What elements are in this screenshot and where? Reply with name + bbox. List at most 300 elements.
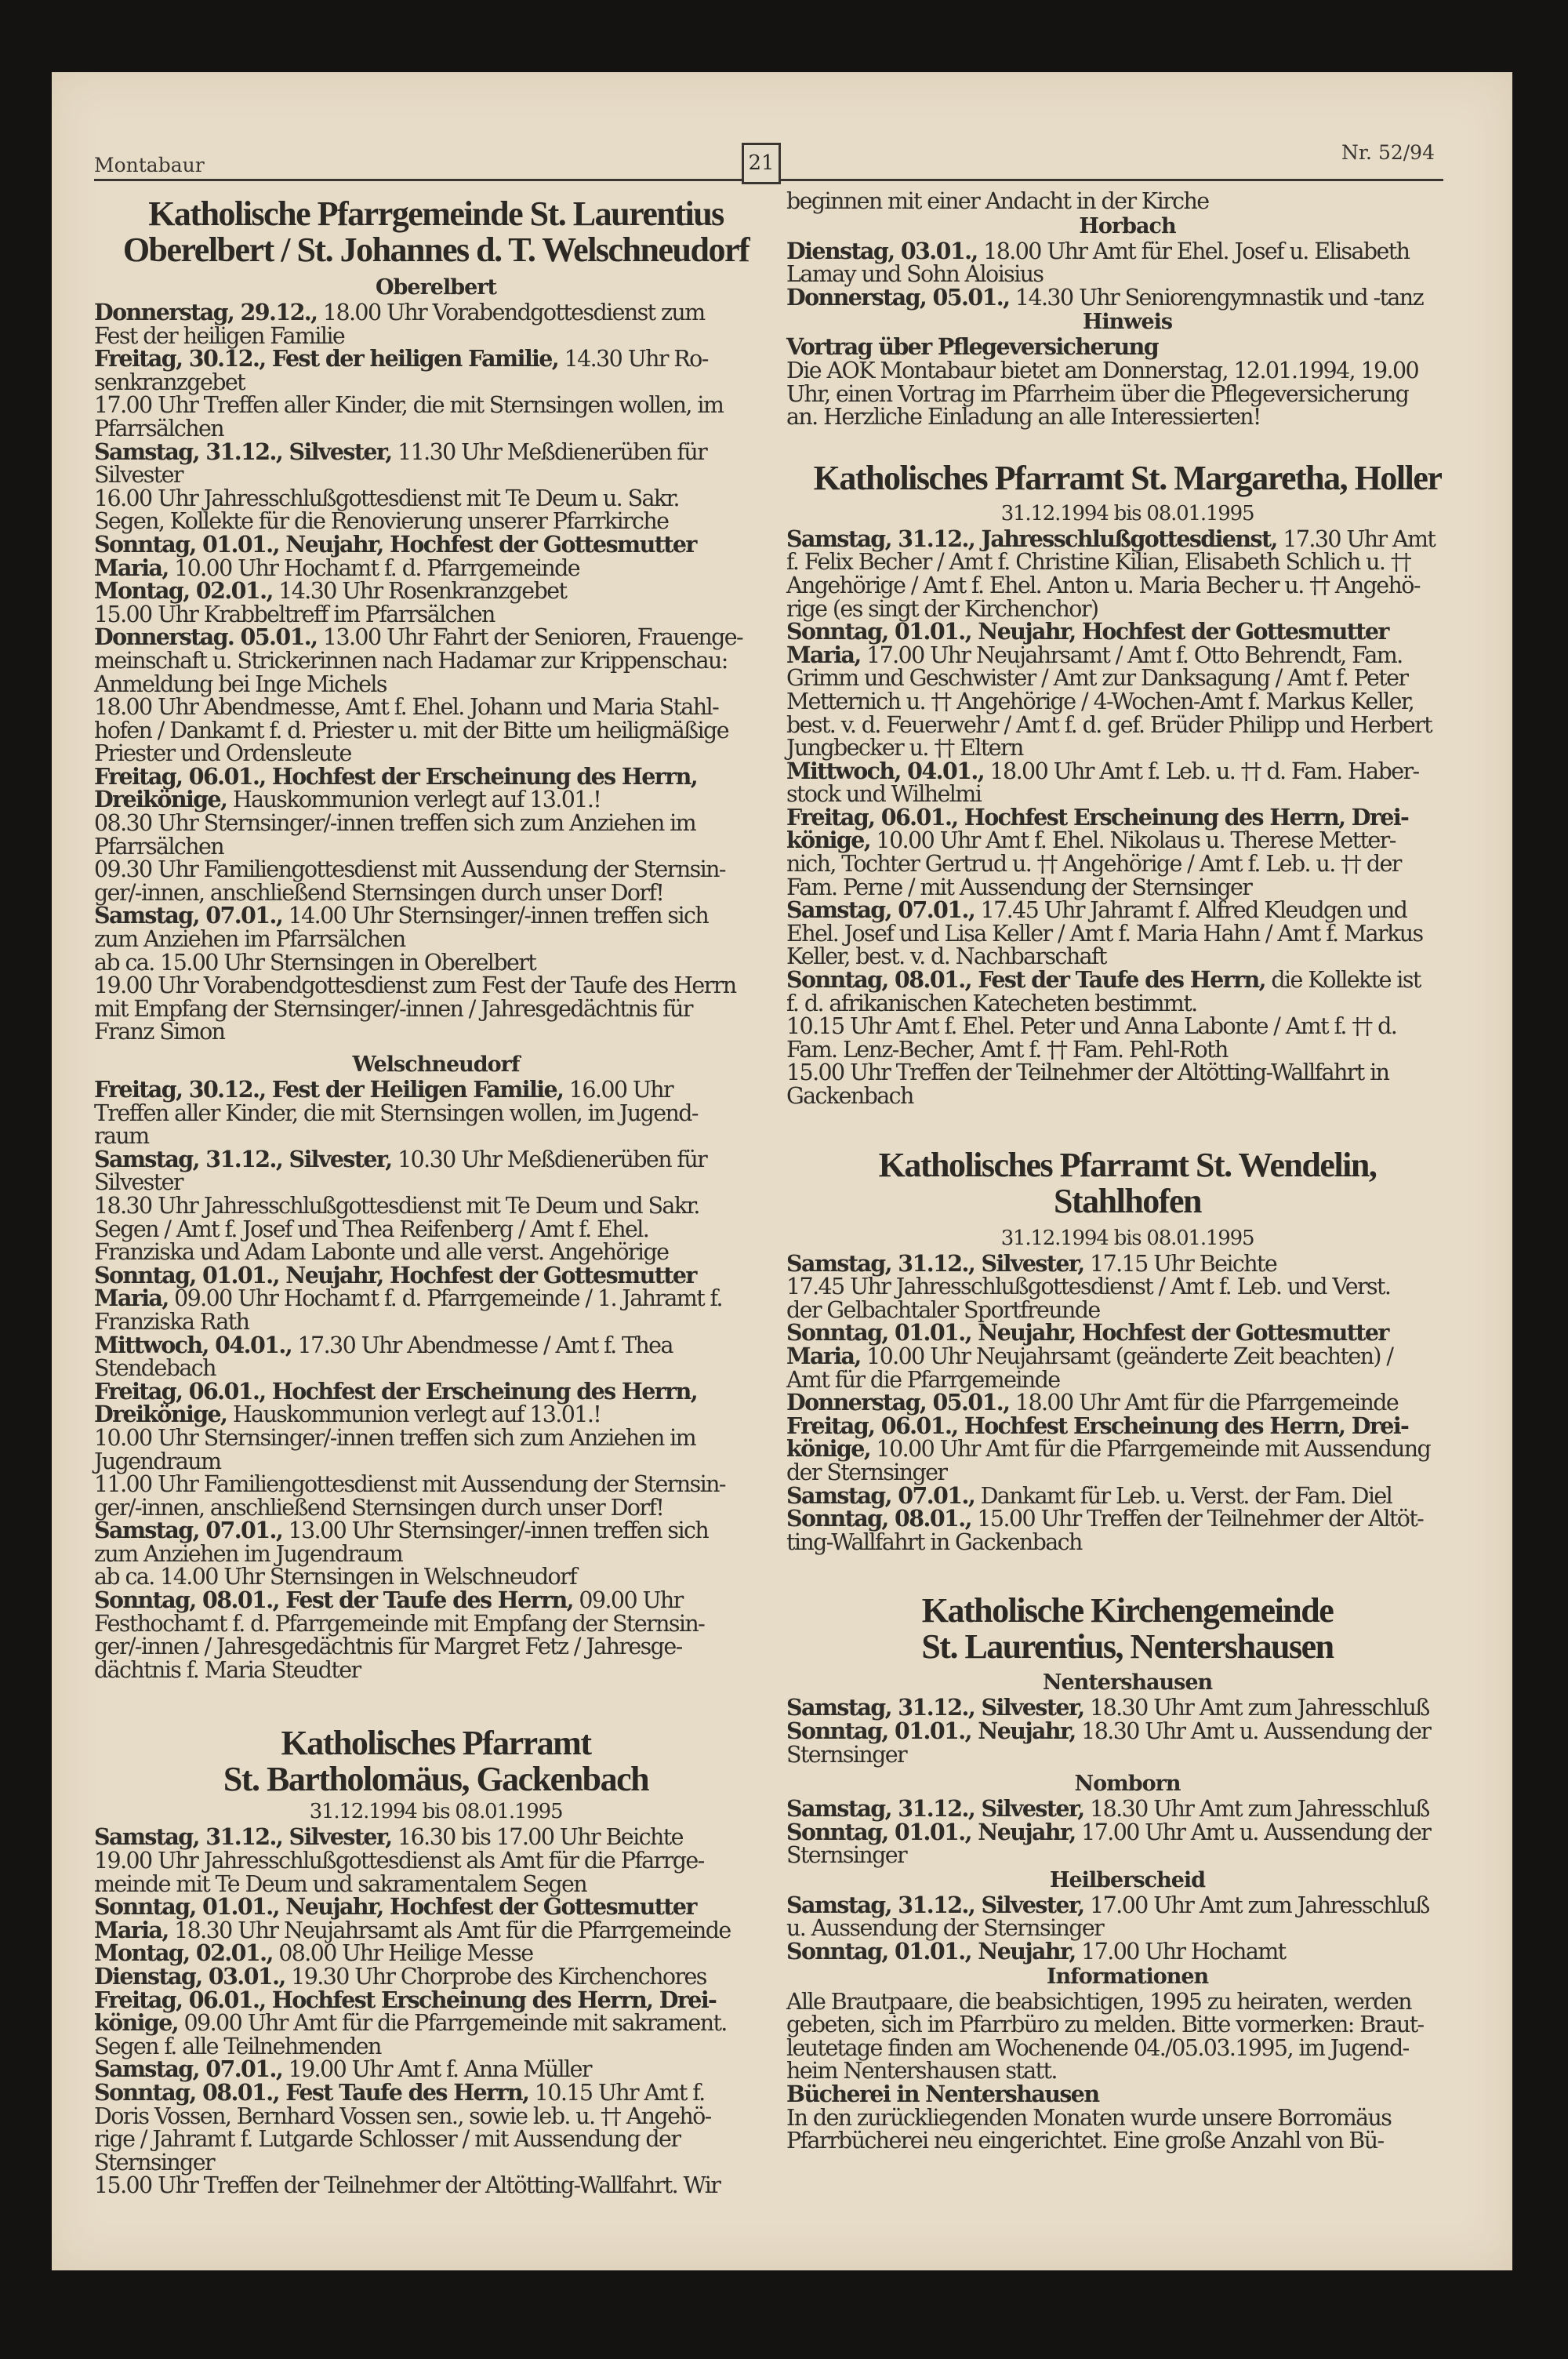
entry-date-bold: Sonntag, 01.01., Neujahr, Hochfest der Gottesmutter xyxy=(94,1893,696,1921)
entry-date-bold: Dreikönige, xyxy=(94,1401,227,1428)
entry-text: 17.00 Uhr Hochamt xyxy=(1075,1939,1286,1965)
text-line xyxy=(786,641,1468,668)
entry-text: die Kollekte ist xyxy=(1265,967,1421,994)
text-line xyxy=(94,2151,778,2175)
text-line xyxy=(786,757,1468,784)
entry-date-bold: Sonntag, 08.01., xyxy=(786,1505,971,1532)
entry-text: beginnen mit einer Andacht in der Kirche xyxy=(786,188,1209,214)
text-line xyxy=(786,1321,1468,1345)
text-line xyxy=(786,1015,1468,1038)
entry-date-bold: Samstag, 31.12., Jahresschlußgottesdienst, xyxy=(786,525,1277,552)
text-line xyxy=(94,417,778,441)
text-line xyxy=(94,649,778,673)
entry-text: Uhr, einen Vortrag im Pfarrheim über die Pflegeversicherung xyxy=(786,380,1409,407)
text-line xyxy=(786,190,1468,213)
entry-date-bold: Donnerstag, 29.12., xyxy=(94,299,318,325)
entry-text: 17.45 Uhr Jahramt f. Alfred Kleudgen und xyxy=(975,897,1407,924)
entry-text: Dankamt für Leb. u. Verst. der Fam. Diel xyxy=(975,1482,1392,1509)
entry-text: Priester und Ordensleute xyxy=(94,740,351,767)
entry-text: 09.30 Uhr Familiengottesdienst mit Aussendung der Sternsin- xyxy=(94,856,725,883)
entry-text: best. v. d. Feuerwehr / Amt f. d. gef. Brüder Philipp und Herbert xyxy=(786,711,1432,738)
text-line xyxy=(786,1528,1468,1555)
entry-text: ting-Wallfahrt in Gackenbach xyxy=(786,1528,1082,1555)
entry-text: Alle Brautpaare, die beabsichtigen, 1995 zu heiraten, werden xyxy=(786,1988,1411,2015)
entry-date-bold: Samstag, 31.12., Silvester, xyxy=(786,1249,1084,1277)
entry-text: 18.00 Uhr Amt für Ehel. Josef u. Elisabeth xyxy=(977,238,1410,264)
entry-date-bold: Donnerstag, 05.01., xyxy=(786,1389,1010,1416)
entry-text: 10.00 Uhr Amt für die Pfarrgemeinde mit Aussendung xyxy=(870,1436,1431,1463)
text-line xyxy=(786,1435,1468,1463)
text-line xyxy=(94,1916,778,1943)
entry-text: Treffen aller Kinder, die mit Sternsingen wollen, im Jugend- xyxy=(94,1100,698,1126)
text-line xyxy=(786,992,1468,1016)
text-line xyxy=(786,1461,1468,1485)
entry-text: Silvester xyxy=(94,1169,183,1196)
text-line xyxy=(786,525,1468,552)
subheading-heilberscheid: Heilberscheid xyxy=(1049,1867,1206,1892)
information-text xyxy=(786,1990,1468,2153)
text-line xyxy=(786,2059,1468,2083)
text-line xyxy=(94,510,778,533)
entry-text: heim Nentershausen statt. xyxy=(786,2058,1057,2085)
section-title: Katholische Pfarrgemeinde St. Laurentius xyxy=(148,194,724,233)
text-line xyxy=(94,1635,778,1659)
entry-text: 17.00 Uhr Treffen aller Kinder, die mit Sternsingen wollen, im xyxy=(94,392,724,419)
text-line xyxy=(94,812,778,835)
text-line xyxy=(786,922,1468,946)
entry-date-bold: Bücherei in Nentershausen xyxy=(786,2081,1099,2108)
text-line xyxy=(786,1917,1468,1940)
text-line xyxy=(786,1743,1468,1767)
entry-text: f. d. afrikanischen Katecheten bestimmt. xyxy=(786,990,1197,1016)
text-line xyxy=(94,742,778,765)
entry-text: ab ca. 14.00 Uhr Sternsingen in Welschneudorf xyxy=(94,1564,577,1590)
entry-text: Franz Simon xyxy=(94,1019,225,1045)
entry-date-bold: Samstag, 31.12., Silvester, xyxy=(786,1694,1084,1721)
entry-text: Sternsinger xyxy=(94,2149,215,2175)
entry-text: 14.30 Uhr Seniorengymnastik und -tanz xyxy=(1009,284,1423,311)
entry-text: 18.00 Uhr Amt f. Leb. u. †† d. Fam. Haber- xyxy=(984,758,1419,784)
entry-text: 09.00 Uhr xyxy=(572,1587,683,1614)
text-line xyxy=(786,2129,1468,2153)
entry-text: rige / Jahramt f. Lutgarde Schlosser / mit Aussendung der xyxy=(94,2126,681,2153)
text-line xyxy=(94,2105,778,2128)
entry-text: 18.30 Uhr Amt zum Jahresschluß xyxy=(1083,1796,1429,1823)
text-line xyxy=(94,835,778,859)
entry-text: 10.15 Uhr Amt f. Ehel. Peter und Anna Labonte / Amt f. †† d. xyxy=(786,1013,1397,1040)
section-title: St. Bartholomäus, Gackenbach xyxy=(223,1760,649,1799)
entry-text: 15.00 Uhr Treffen der Teilnehmer der Altötting-Wallfahrt in xyxy=(786,1060,1389,1086)
text-line xyxy=(94,1450,778,1474)
text-line xyxy=(94,1218,778,1241)
entry-text: meinde mit Te Deum und sakramentalem Segen xyxy=(94,1870,586,1897)
entry-text: Hauskommunion verlegt auf 13.01.! xyxy=(227,1401,601,1428)
entry-text: Silvester xyxy=(94,462,183,489)
entry-date-bold: Maria, xyxy=(786,641,861,668)
entry-date-bold: Mittwoch, 04.01., xyxy=(94,1331,292,1358)
entry-text: 19.00 Uhr Amt f. Anna Müller xyxy=(282,2056,591,2083)
entry-text: 16.00 Uhr Jahresschlußgottesdienst mit Te Deum u. Sakr. xyxy=(94,485,679,511)
subheading-nomborn: Nomborn xyxy=(1074,1772,1181,1797)
entry-text: ger/-innen, anschließend Sternsingen durch unser Dorf! xyxy=(94,879,664,906)
text-line xyxy=(94,1565,778,1589)
entry-date-bold: Samstag, 31.12., Silvester, xyxy=(94,1823,392,1851)
text-line xyxy=(786,711,1468,738)
entry-text: 10.00 Uhr Hochamt f. d. Pfarrgemeinde xyxy=(168,554,580,581)
entry-date-bold: Freitag, 06.01., Hochfest der Erscheinung des Herrn, xyxy=(94,1377,698,1405)
entry-date-bold: könige, xyxy=(786,1435,871,1463)
text-line xyxy=(94,1849,778,1873)
text-line xyxy=(786,783,1468,806)
entry-text: der Sternsinger xyxy=(786,1459,947,1485)
entry-text: 16.30 bis 17.00 Uhr Beichte xyxy=(391,1824,683,1851)
text-line xyxy=(94,1241,778,1264)
text-line xyxy=(94,394,778,417)
entry-text: raum xyxy=(94,1123,149,1150)
entry-date-bold: Sonntag, 01.01., Neujahr, Hochfest der Gottesmutter xyxy=(94,530,696,558)
entry-text: Metternich u. †† Angehörige / 4-Wochen-Amt f. Markus Keller, xyxy=(786,688,1414,714)
text-line xyxy=(94,2009,778,2037)
text-line xyxy=(94,623,778,651)
text-line xyxy=(786,380,1468,407)
entry-text: 10.00 Uhr Amt f. Ehel. Nikolaus u. Therese Metter- xyxy=(870,827,1396,854)
entry-text: 10.00 Uhr Neujahrsamt (geänderte Zeit beachten) / xyxy=(860,1343,1393,1369)
text-line xyxy=(94,1893,778,1921)
text-line xyxy=(786,1038,1468,1062)
text-line xyxy=(94,577,778,605)
schedule-welschneudorf xyxy=(94,1078,778,1681)
text-line xyxy=(786,333,1468,361)
text-line xyxy=(786,283,1468,311)
text-line xyxy=(786,2083,1468,2106)
text-line xyxy=(94,1310,778,1334)
header-town: Montabaur xyxy=(94,154,205,176)
text-line xyxy=(94,371,778,394)
text-line xyxy=(94,1020,778,1044)
entry-date-bold: Samstag, 07.01., xyxy=(94,2055,283,2083)
text-line xyxy=(786,876,1468,900)
text-line xyxy=(94,1656,778,1683)
entry-date-bold: Sonntag, 01.01., Neujahr, xyxy=(786,1938,1076,1965)
text-line xyxy=(786,1844,1468,1867)
entry-text: 18.30 Uhr Amt zum Jahresschluß xyxy=(1083,1695,1429,1721)
date-range: 31.12.1994 bis 08.01.1995 xyxy=(309,1800,563,1824)
text-line xyxy=(94,1939,778,1967)
entry-text: Amt für die Pfarrgemeinde xyxy=(786,1366,1060,1393)
text-line xyxy=(94,1540,778,1567)
text-line xyxy=(94,1496,778,1520)
entry-date-bold: Montag, 02.01., xyxy=(94,1939,273,1967)
text-line xyxy=(94,881,778,905)
entry-text: 15.00 Uhr Krabbeltreff im Pfarrsälchen xyxy=(94,601,495,627)
entry-text: Segen f. alle Teilnehmenden xyxy=(94,2033,381,2059)
entry-date-bold: Donnerstag, 05.01., xyxy=(786,283,1010,311)
entry-date-bold: Donnerstag. 05.01., xyxy=(94,623,318,651)
text-line xyxy=(786,852,1468,876)
entry-text: Gackenbach xyxy=(786,1083,913,1109)
text-line xyxy=(786,667,1468,690)
entry-text: 18.00 Uhr Abendmesse, Amt f. Ehel. Johann und Maria Stahl- xyxy=(94,694,719,721)
entry-text: Die AOK Montabaur bietet am Donnerstag, 12.01.1994, 19.00 xyxy=(786,357,1419,383)
entry-text: 13.00 Uhr Fahrt der Senioren, Frauenge- xyxy=(317,624,743,651)
entry-text: 17.15 Uhr Beichte xyxy=(1083,1250,1277,1277)
entry-date-bold: könige, xyxy=(786,827,871,854)
entry-date-bold: Sonntag, 08.01., Fest der Taufe des Herrn, xyxy=(94,1587,573,1614)
entry-text: 16.00 Uhr xyxy=(563,1077,673,1103)
text-line xyxy=(94,530,778,558)
section-title: St. Laurentius, Nentershausen xyxy=(921,1627,1334,1667)
entry-text: 08.30 Uhr Sternsinger/-innen treffen sich zum Anziehen im xyxy=(94,810,696,837)
section-title: Katholisches Pfarramt St. Margaretha, Holler xyxy=(813,458,1442,497)
entry-date-bold: Mittwoch, 04.01., xyxy=(786,757,985,784)
text-line xyxy=(94,974,778,998)
text-line xyxy=(94,928,778,951)
entry-date-bold: Dienstag, 03.01., xyxy=(94,1963,285,1990)
entry-text: Segen / Amt f. Josef und Thea Reifenberg / Amt f. Ehel. xyxy=(94,1216,649,1242)
text-line xyxy=(786,1296,1468,1323)
entry-text: Fam. Perne / mit Aussendung der Sternsinger xyxy=(786,874,1252,900)
entry-text: 17.45 Uhr Jahresschlußgottesdienst / Amt f. Leb. und Verst. xyxy=(786,1274,1391,1300)
text-line xyxy=(94,1171,778,1194)
text-line xyxy=(786,237,1468,264)
entry-text: 18.00 Uhr Amt für die Pfarrgemeinde xyxy=(1009,1390,1399,1416)
entry-text: Franziska und Adam Labonte und alle verst. Angehörige xyxy=(94,1239,669,1266)
text-line xyxy=(94,301,778,325)
schedule-nomborn xyxy=(786,1797,1468,1867)
entry-text: der Gelbachtaler Sportfreunde xyxy=(786,1296,1100,1323)
section-title: Katholisches Pfarramt St. Wendelin, xyxy=(878,1145,1377,1184)
text-line xyxy=(786,1481,1468,1509)
entry-text: Stendebach xyxy=(94,1355,216,1382)
left-column xyxy=(94,190,778,2197)
text-line xyxy=(94,1986,778,2013)
text-line xyxy=(94,1261,778,1289)
entry-text: Festhochamt f. d. Pfarrgemeinde mit Empfang der Sternsin- xyxy=(94,1610,705,1637)
text-line xyxy=(786,1507,1468,1531)
text-line xyxy=(94,603,778,627)
text-line xyxy=(786,2034,1468,2061)
entry-text: 17.30 Uhr Amt xyxy=(1276,525,1436,552)
entry-date-bold: Freitag, 06.01., Hochfest Erscheinung des Herrn, Drei- xyxy=(786,1412,1409,1439)
text-line xyxy=(94,719,778,743)
subheading-welschneudorf: Welschneudorf xyxy=(352,1052,520,1077)
text-line xyxy=(94,1612,778,1636)
entry-text: Grimm und Geschwister / Amt zur Danksagung / Amt f. Peter xyxy=(786,665,1408,692)
text-line xyxy=(94,1519,778,1543)
entry-text: Sternsinger xyxy=(786,1842,907,1869)
entry-text: 09.00 Uhr Amt für die Pfarrgemeinde mit sakrament. xyxy=(178,2010,727,2037)
entry-text: Sternsinger xyxy=(786,1741,907,1768)
text-line xyxy=(94,2035,778,2059)
entry-date-bold: Sonntag, 01.01., Neujahr, Hochfest der Gottesmutter xyxy=(786,618,1388,645)
text-line xyxy=(94,1287,778,1310)
entry-text: Hauskommunion verlegt auf 13.01.! xyxy=(227,787,601,813)
text-line xyxy=(786,2013,1468,2037)
text-line xyxy=(786,1275,1468,1299)
entry-date-bold: Samstag, 07.01., xyxy=(94,1517,283,1544)
entry-text: zum Anziehen im Jugendraum xyxy=(94,1540,403,1567)
text-line xyxy=(94,2174,778,2197)
text-line xyxy=(786,1717,1468,1744)
text-line xyxy=(786,1818,1468,1845)
subheading-nentershausen: Nentershausen xyxy=(1042,1670,1213,1696)
text-line xyxy=(786,1696,1468,1720)
entry-text: 15.00 Uhr Treffen der Teilnehmer der Altöt- xyxy=(971,1506,1424,1532)
text-line xyxy=(786,1085,1468,1108)
section-title: Oberelbert / St. Johannes d. T. Welschneudorf xyxy=(122,231,750,269)
entry-date-bold: Sonntag, 08.01., Fest der Taufe des Herrn, xyxy=(786,966,1265,994)
entry-text: 17.00 Uhr Amt zum Jahresschluß xyxy=(1083,1892,1429,1918)
entry-text: Angehörige / Amt f. Ehel. Anton u. Maria Becher u. †† Angehö- xyxy=(786,572,1420,598)
entry-date-bold: Samstag, 31.12., Silvester, xyxy=(786,1891,1084,1918)
schedule-holler xyxy=(786,525,1468,1109)
schedule-stahlhofen xyxy=(786,1249,1468,1555)
entry-text: 09.00 Uhr Hochamt f. d. Pfarrgemeinde / 1. Jahramt f. xyxy=(168,1285,722,1312)
entry-text: Jungbecker u. †† Eltern xyxy=(786,735,1023,761)
entry-date-bold: Sonntag, 01.01., Neujahr, Hochfest der Gottesmutter xyxy=(786,1319,1388,1347)
entry-date-bold: Freitag, 06.01., Hochfest der Erscheinung des Herrn, xyxy=(94,762,698,790)
entry-date-bold: Freitag, 06.01., Hochfest Erscheinung des Herrn, Drei- xyxy=(94,1986,717,2013)
text-line xyxy=(786,620,1468,644)
entry-text: an. Herzliche Einladung an alle Interessierten! xyxy=(786,404,1261,431)
entry-text: 08.00 Uhr Heilige Messe xyxy=(272,1940,533,1967)
text-line xyxy=(94,1102,778,1125)
entry-text: mit Empfang der Sternsinger/-innen / Jahresgedächtnis für xyxy=(94,995,692,1022)
text-line xyxy=(94,858,778,881)
entry-date-bold: Maria, xyxy=(94,554,169,581)
schedule-gackenbach xyxy=(94,1823,778,2199)
entry-text: 19.00 Uhr Vorabendgottesdienst zum Fest der Taufe des Herrn xyxy=(94,972,736,999)
section-title: Katholisches Pfarramt xyxy=(281,1724,591,1763)
entry-text: 10.00 Uhr Sternsinger/-innen treffen sich zum Anziehen im xyxy=(94,1424,696,1451)
text-line xyxy=(786,803,1468,831)
entry-text: 10.15 Uhr Amt f. xyxy=(528,2079,705,2106)
text-line xyxy=(94,951,778,975)
text-line xyxy=(786,405,1468,429)
text-line xyxy=(94,1870,778,1897)
entry-text: f. Felix Becher / Amt f. Christine Kilian, Elisabeth Schlich u. †† xyxy=(786,549,1411,576)
entry-text: leutetage finden am Wochenende 04./05.03.1995, im Jugend- xyxy=(786,2034,1409,2061)
entry-text: 14.30 Uhr Ro- xyxy=(558,346,708,373)
section-title: Katholische Kirchengemeinde xyxy=(921,1591,1334,1630)
text-line xyxy=(94,1403,778,1427)
text-line xyxy=(94,1823,778,1851)
entry-text: gebeten, sich im Pfarrbüro zu melden. Bitte vormerken: Braut- xyxy=(786,2012,1424,2038)
entry-text: ger/-innen, anschließend Sternsingen durch unser Dorf! xyxy=(94,1494,664,1521)
entry-date-bold: Samstag, 31.12., Silvester, xyxy=(94,438,392,465)
entry-date-bold: Dreikönige, xyxy=(94,786,227,813)
entry-date-bold: Sonntag, 01.01., Neujahr, xyxy=(786,1717,1076,1744)
text-line xyxy=(786,359,1468,383)
entry-text: 18.00 Uhr Vorabendgottesdienst zum xyxy=(317,300,705,325)
text-line xyxy=(786,966,1468,994)
entry-date-bold: Maria, xyxy=(94,1285,169,1312)
entry-text: ger/-innen / Jahresgedächtnis für Margret Fetz / Jahresge- xyxy=(94,1634,682,1660)
header-rule-right xyxy=(779,179,1443,181)
text-line xyxy=(94,2055,778,2083)
entry-text: 14.30 Uhr Rosenkranzgebet xyxy=(272,578,567,605)
text-line xyxy=(786,690,1468,714)
date-range: 31.12.1994 bis 08.01.1995 xyxy=(1000,501,1254,525)
entry-text: Anmeldung bei Inge Michels xyxy=(94,671,387,697)
header-rule-left xyxy=(94,179,742,181)
text-line xyxy=(94,2128,778,2151)
text-line xyxy=(786,1891,1468,1918)
text-line xyxy=(94,673,778,696)
right-column xyxy=(786,190,1468,2153)
entry-text: 18.30 Uhr Neujahrsamt als Amt für die Pfarrgemeinde xyxy=(168,1917,731,1943)
date-range: 31.12.1994 bis 08.01.1995 xyxy=(1000,1226,1254,1250)
text-line xyxy=(786,551,1468,574)
entry-text: u. Aussendung der Sternsinger xyxy=(786,1915,1104,1942)
schedule-nentershausen xyxy=(786,1696,1468,1766)
entry-text: Ehel. Josef und Lisa Keller / Amt f. Maria Hahn / Amt f. Markus xyxy=(786,920,1423,947)
entry-date-bold: Samstag, 07.01., xyxy=(786,896,975,924)
schedule-heilberscheid xyxy=(786,1891,1468,1965)
text-line xyxy=(94,347,778,371)
text-line xyxy=(94,1965,778,1989)
text-line xyxy=(94,904,778,928)
entry-date-bold: könige, xyxy=(94,2009,179,2037)
text-line xyxy=(94,1473,778,1496)
subheading-informationen: Informationen xyxy=(1046,1964,1209,1989)
text-line xyxy=(786,595,1468,622)
entry-date-bold: Samstag, 07.01., xyxy=(786,1481,975,1509)
text-line xyxy=(94,1357,778,1380)
text-line xyxy=(94,438,778,465)
entry-text: 13.00 Uhr Sternsinger/-innen treffen sich xyxy=(282,1518,709,1544)
entry-text: senkranzgebet xyxy=(94,369,245,395)
text-line xyxy=(94,1589,778,1612)
text-line xyxy=(786,263,1468,286)
text-line xyxy=(786,1061,1468,1085)
entry-text: Pfarrsälchen xyxy=(94,415,224,442)
text-line xyxy=(786,829,1468,852)
text-line xyxy=(786,1342,1468,1369)
entry-text: Segen, Kollekte für die Renovierung unserer Pfarrkirche xyxy=(94,508,669,535)
text-line xyxy=(94,322,778,349)
text-line xyxy=(786,1990,1468,2014)
entry-text: 11.30 Uhr Meßdienerüben für xyxy=(391,438,707,465)
text-line xyxy=(94,463,778,487)
entry-text: Franziska Rath xyxy=(94,1308,249,1335)
entry-text: Fest der heiligen Familie xyxy=(94,322,345,349)
entry-text: Pfarrsälchen xyxy=(94,833,224,860)
entry-text: 19.00 Uhr Jahresschlußgottesdienst als Amt für die Pfarrge- xyxy=(94,1848,704,1874)
entry-date-bold: Sonntag, 08.01., Fest Taufe des Herrn, xyxy=(94,2078,529,2106)
entry-text: Fam. Lenz-Becher, Amt f. †† Fam. Pehl-Roth xyxy=(786,1036,1228,1063)
text-line xyxy=(94,1331,778,1358)
entry-text: Doris Vossen, Bernhard Vossen sen., sowie leb. u. †† Angehö- xyxy=(94,2103,711,2129)
entry-date-bold: Samstag, 07.01., xyxy=(94,902,283,929)
entry-text: 10.30 Uhr Meßdienerüben für xyxy=(391,1146,707,1172)
entry-date-bold: Montag, 02.01., xyxy=(94,577,273,605)
text-line xyxy=(786,1412,1468,1439)
subheading-hinweis: Hinweis xyxy=(1082,310,1173,335)
entry-date-bold: Vortrag über Pflegeversicherung xyxy=(786,333,1159,361)
entry-date-bold: Sonntag, 01.01., Neujahr, Hochfest der Gottesmutter xyxy=(94,1261,696,1289)
entry-text: 18.30 Uhr Jahresschlußgottesdienst mit Te Deum und Sakr. xyxy=(94,1192,699,1219)
entry-date-bold: Sonntag, 01.01., Neujahr, xyxy=(786,1818,1076,1845)
text-line xyxy=(94,696,778,719)
entry-text: meinschaft u. Strickerinnen nach Hadamar zur Krippenschau: xyxy=(94,647,728,674)
text-line xyxy=(94,2078,778,2106)
text-line xyxy=(786,1366,1468,1393)
subheading-oberelbert: Oberelbert xyxy=(376,275,496,300)
text-line xyxy=(94,1078,778,1102)
entry-text: zum Anziehen im Pfarrsälchen xyxy=(94,926,405,953)
entry-text: rige (es singt der Kirchenchor) xyxy=(786,595,1098,622)
